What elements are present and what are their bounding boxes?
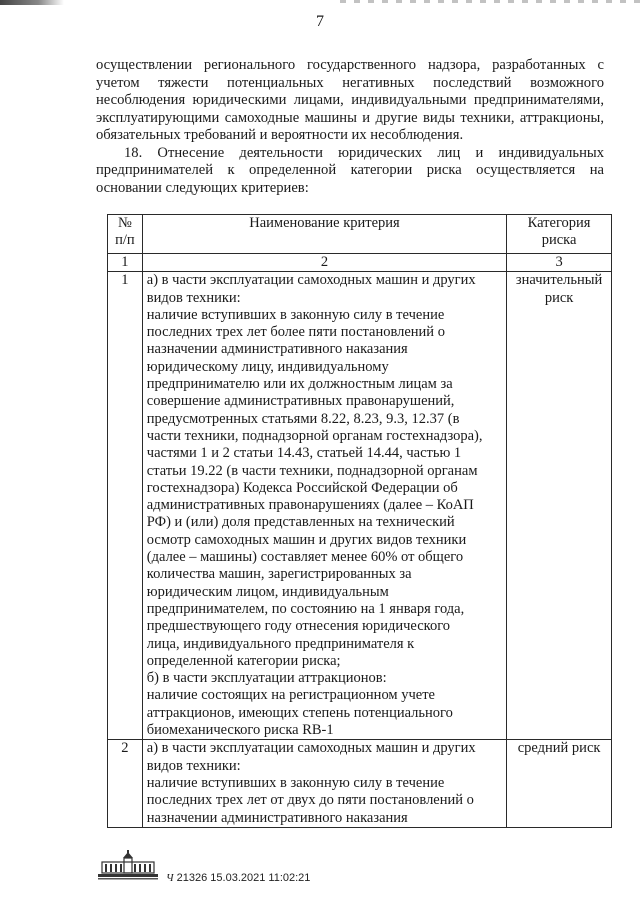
criteria-line: (далее – машины) составляет менее 60% от общего [146,549,464,566]
column-index-1: 1 [108,254,143,272]
criteria-line: юридическому лицу, индивидуальному [146,358,389,375]
header-name: Наименование критерия [142,215,506,254]
criteria-line: части техники, поднадзорной органам гостехнадзора), [146,427,483,444]
page-number: 7 [316,13,324,30]
column-index-2: 2 [142,254,506,272]
stamp-mark: Ч [166,872,174,884]
criteria-line: предусмотренных статьями 8.22, 8.23, 9.3, 12.37 (в [146,410,460,427]
column-index-3: 3 [507,254,612,272]
building-emblem-icon [96,850,160,880]
criteria-line: наличие вступивших в законную силу в течение [146,306,445,323]
criteria-line: осмотр самоходных машин и других видов техники [146,531,467,548]
table-row [108,272,612,740]
criteria-line: административных правонарушениях (далее – КоАП [146,497,474,514]
scan-artifact-top-right [340,0,640,3]
row-num: 1 [108,272,143,740]
criteria-line: наличие вступивших в законную силу в течение [146,774,445,791]
row-criteria [142,740,506,827]
footer [96,848,326,888]
table-row [108,740,612,827]
criteria-line: биомеханического риска RB-1 [146,722,334,739]
criteria-line: статьи 19.22 (в части техники, поднадзорной органам [146,462,478,479]
criteria-line: б) в части эксплуатации аттракционов: [146,670,387,687]
criteria-line: последних трех лет более пяти постановлений о [146,324,445,341]
scan-artifact-top-left [0,0,64,5]
criteria-table [107,214,612,828]
criteria-line: предпринимателем, по состоянию на 1 января года, [146,600,465,617]
row-num: 2 [108,740,143,827]
category-line: риск [544,289,574,306]
category-line: средний риск [517,740,601,757]
criteria-line: видов техники: [146,757,241,774]
criteria-line: РФ) и (или) доля представленных на технический [146,514,455,531]
criteria-line: а) в части эксплуатации самоходных машин и других [146,272,476,289]
registration-stamp [166,872,310,884]
criteria-line: гостехнадзора) Кодекса Российской Федерации об [146,479,458,496]
criteria-line: последних трех лет от двух до пяти постановлений о [146,792,474,809]
row-criteria [142,272,506,740]
clause-18-paragraph: 18. Отнесение деятельности юридических лиц и индивидуальных предпринимателей к определенной категории риска осуществляется на основании следующих критериев: [96,144,604,196]
criteria-line: предшествующего году отнесения юридического [146,618,451,635]
criteria-line: определенной категории риска; [146,652,341,669]
criteria-line: частями 1 и 2 статьи 14.43, статьей 14.44, частью 1 [146,445,462,462]
criteria-line: наличие состоящих на регистрационном учете [146,687,435,704]
criteria-line: юридическим лицом, индивидуальным [146,583,389,600]
criteria-line: назначении административного наказания [146,341,408,358]
criteria-line: совершение административных правонарушений, [146,393,455,410]
criteria-line: количества машин, зарегистрированных за [146,566,412,583]
criteria-line: видов техники: [146,289,241,306]
table-header-row [108,215,612,254]
criteria-line: лица, индивидуального предпринимателя к [146,635,415,652]
criteria-line: а) в части эксплуатации самоходных машин и других [146,740,476,757]
body-text [96,57,604,197]
row-category [507,740,612,827]
criteria-line: предпринимателю или их должностным лицам за [146,376,453,393]
column-index-row [108,254,612,272]
stamp-text: 21326 15.03.2021 11:02:21 [176,872,311,884]
header-category: Категория риска [507,215,612,254]
header-num: № п/п [108,215,143,254]
criteria-line: аттракционов, имеющих степень потенциального [146,704,453,721]
criteria-line: назначении административного наказания [146,809,408,826]
row-category [507,272,612,740]
category-line: значительный [515,272,603,289]
intro-paragraph: осуществлении регионального государственного надзора, разработанных с учетом тяжести потенциальных негативных последствий возможного несоблюдения юридическими лицами, индивидуальными предпринимателями, эксплуатирующими самоходные машины и другие виды техники, аттракционы, обязательных требований и вероятности их несоблюдения. [96,57,604,143]
